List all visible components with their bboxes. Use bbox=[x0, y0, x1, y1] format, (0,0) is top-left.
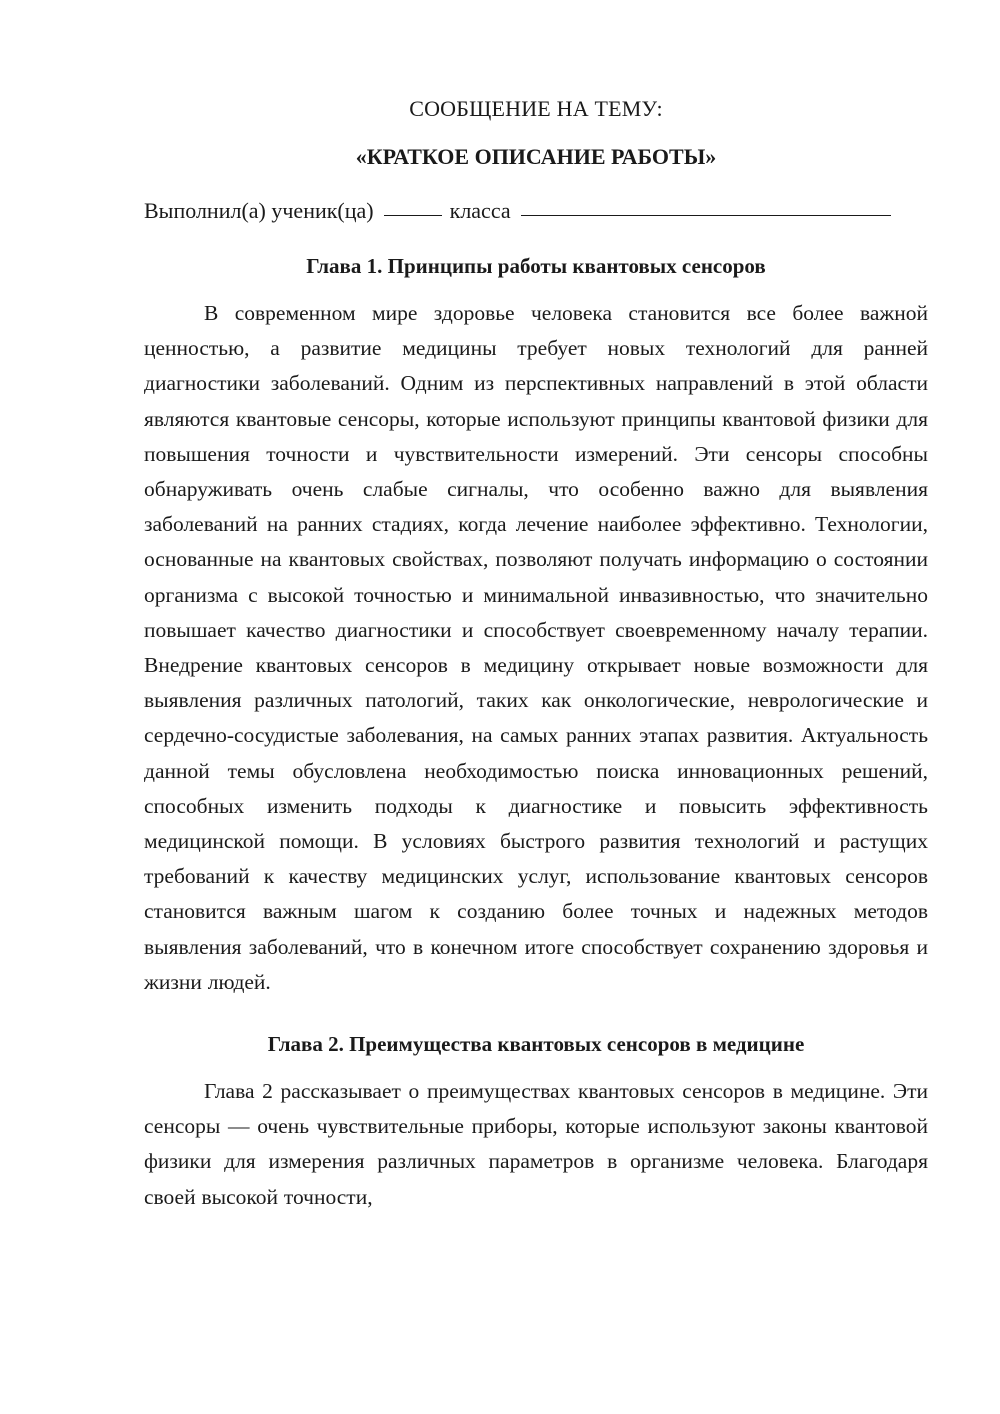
grade-blank bbox=[384, 193, 442, 216]
author-middle: класса bbox=[449, 198, 511, 223]
name-blank bbox=[521, 193, 891, 216]
document-title-line-1: СООБЩЕНИЕ НА ТЕМУ: bbox=[409, 96, 663, 121]
chapter-2-heading: Глава 2. Преимущества квантовых сенсоров в медицине bbox=[267, 1032, 805, 1057]
chapter-1-paragraph: В современном мире здоровье человека становится все более важной ценностью, а развитие медицины требует новых технологий для ранней диагностики заболеваний. Одним из перспективных направлений в этой области являются квантовые сенсоры, которые используют принципы квантовой физики для повышения точности и чувствительности измерений. Эти сенсоры способны обнаруживать очень слабые сигналы, что особенно важно для выявления заболеваний на ранних стадиях, когда лечение наиболее эффективно. Технологии, основанные на квантовых свойствах, позволяют получать информацию о состоянии организма с высокой точностью и минимальной инвазивностью, что значительно повышает качество диагностики и способствует своевременному началу терапии. Внедрение квантовых сенсоров в медицину открывает новые возможности для выявления различных патологий, таких как онкологические, неврологические и сердечно-сосудистые заболевания, на самых ранних этапах развития. Актуальность данной темы обусловлена необходимостью поиска инновационных решений, способных изменить подходы к диагностике и повысить эффективность медицинской помощи. В условиях быстрого развития технологий и растущих требований к качеству медицинских услуг, использование квантовых сенсоров становится важным шагом к созданию более точных и надежных методов выявления заболеваний, что в конечном итоге способствует сохранению здоровья и жизни людей. bbox=[144, 301, 928, 994]
author-line bbox=[144, 192, 928, 230]
chapter-1-heading: Глава 1. Принципы работы квантовых сенсоров bbox=[306, 254, 766, 278]
chapter-2-paragraph: Глава 2 рассказывает о преимуществах квантовых сенсоров в медицине. Эти сенсоры — очень чувствительные приборы, которые используют законы квантовой физики для измерения различных параметров в организме человека. Благодаря своей высокой точности, bbox=[144, 1079, 928, 1209]
document-page bbox=[144, 90, 928, 1215]
author-prefix: Выполнил(а) ученик(ца) bbox=[144, 198, 374, 223]
document-title-line-2: «КРАТКОЕ ОПИСАНИЕ РАБОТЫ» bbox=[355, 144, 717, 169]
